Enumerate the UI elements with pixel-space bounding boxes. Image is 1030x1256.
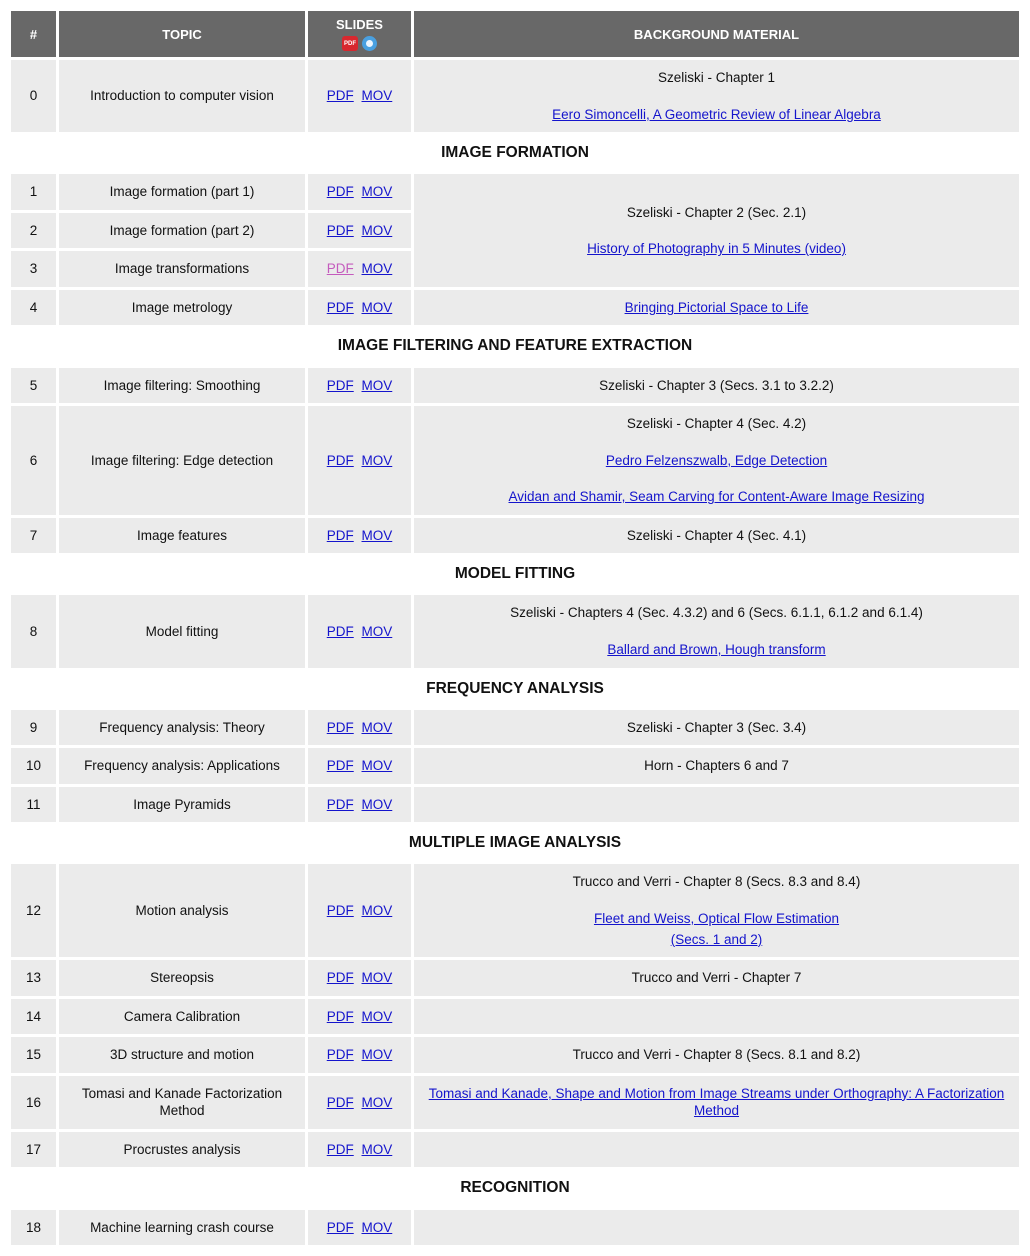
background-text: Szeliski - Chapter 3 (Sec. 3.4): [626, 719, 807, 735]
row-number: 15: [11, 1037, 56, 1073]
background-cell: [414, 864, 1019, 957]
mov-link[interactable]: MOV: [361, 1047, 393, 1063]
slides-cell: [308, 518, 411, 554]
row-number: 1: [11, 174, 56, 210]
topic-cell: 3D structure and motion: [59, 1037, 305, 1073]
topic-cell: Image Pyramids: [59, 787, 305, 823]
pdf-link[interactable]: PDF: [326, 377, 354, 393]
quicktime-icon: [362, 36, 377, 51]
course-row: [11, 174, 1019, 210]
row-number: 5: [11, 368, 56, 404]
slides-cell: [308, 60, 411, 132]
pdf-link[interactable]: PDF: [326, 758, 354, 774]
background-link[interactable]: Pedro Felzenszwalb, Edge Detection: [605, 452, 828, 468]
background-cell: [414, 518, 1019, 554]
background-cell: [414, 595, 1019, 667]
slides-cell: [308, 787, 411, 823]
background-cell: [414, 290, 1019, 326]
course-row: [11, 710, 1019, 746]
background-cell: [414, 1037, 1019, 1073]
background-text: Trucco and Verri - Chapter 7: [631, 970, 802, 986]
section-title: IMAGE FILTERING AND FEATURE EXTRACTION: [11, 328, 1019, 364]
section-title: MODEL FITTING: [11, 556, 1019, 592]
row-number: 10: [11, 748, 56, 784]
background-link[interactable]: History of Photography in 5 Minutes (video): [587, 241, 846, 257]
section-row: [11, 135, 1019, 171]
background-link[interactable]: Bringing Pictorial Space to Life: [624, 299, 809, 315]
pdf-link[interactable]: PDF: [326, 527, 354, 543]
background-text: Szeliski - Chapter 4 (Sec. 4.1): [626, 527, 807, 543]
row-number: 7: [11, 518, 56, 554]
pdf-link[interactable]: PDF: [326, 261, 354, 277]
topic-cell: Stereopsis: [59, 960, 305, 996]
table-header-row: [11, 11, 1019, 57]
topic-cell: Image filtering: Edge detection: [59, 406, 305, 515]
mov-link[interactable]: MOV: [361, 184, 393, 200]
course-row: [11, 1076, 1019, 1129]
slides-cell: [308, 251, 411, 287]
mov-link[interactable]: MOV: [361, 970, 393, 986]
pdf-link[interactable]: PDF: [326, 88, 354, 104]
row-number: 13: [11, 960, 56, 996]
background-cell: [414, 1076, 1019, 1129]
slides-cell: [308, 406, 411, 515]
slides-cell: [308, 174, 411, 210]
topic-cell: Image formation (part 2): [59, 213, 305, 249]
row-number: 4: [11, 290, 56, 326]
col-header-slides: [308, 11, 411, 57]
course-row: [11, 1132, 1019, 1168]
background-link[interactable]: Ballard and Brown, Hough transform: [607, 641, 826, 657]
pdf-link[interactable]: PDF: [326, 796, 354, 812]
pdf-link[interactable]: PDF: [326, 970, 354, 986]
background-cell: [414, 368, 1019, 404]
slides-cell: [308, 1210, 411, 1246]
mov-link[interactable]: MOV: [361, 903, 393, 918]
background-cell: [414, 960, 1019, 996]
background-text: Trucco and Verri - Chapter 8 (Secs. 8.1 and 8.2): [572, 1047, 861, 1063]
section-title: MULTIPLE IMAGE ANALYSIS: [11, 825, 1019, 861]
slides-cell: [308, 1132, 411, 1168]
topic-cell: Image metrology: [59, 290, 305, 326]
course-row: [11, 406, 1019, 515]
background-link[interactable]: Avidan and Shamir, Seam Carving for Content-Aware Image Resizing: [508, 489, 925, 505]
row-number: 11: [11, 787, 56, 823]
course-row: [11, 60, 1019, 132]
section-row: [11, 825, 1019, 861]
row-number: 2: [11, 213, 56, 249]
slides-cell: [308, 1076, 411, 1129]
topic-cell: Image transformations: [59, 251, 305, 287]
topic-cell: Procrustes analysis: [59, 1132, 305, 1168]
pdf-link[interactable]: PDF: [326, 903, 354, 918]
background-text: Szeliski - Chapter 3 (Secs. 3.1 to 3.2.2): [599, 377, 834, 393]
row-number: 14: [11, 999, 56, 1035]
mov-link[interactable]: MOV: [361, 452, 393, 468]
course-row: [11, 368, 1019, 404]
background-link[interactable]: Eero Simoncelli, A Geometric Review of Linear Algebra: [552, 106, 881, 122]
slides-cell: [308, 960, 411, 996]
background-cell: [414, 60, 1019, 132]
topic-cell: Model fitting: [59, 595, 305, 667]
pdf-link[interactable]: PDF: [326, 184, 354, 200]
background-text: Trucco and Verri - Chapter 8 (Secs. 8.3 and 8.4): [572, 874, 861, 890]
course-row: [11, 1037, 1019, 1073]
mov-link[interactable]: MOV: [361, 1141, 393, 1157]
background-cell: [414, 1210, 1019, 1246]
background-cell: [414, 1132, 1019, 1168]
course-row: [11, 787, 1019, 823]
background-text: Szeliski - Chapter 2 (Sec. 2.1): [626, 204, 807, 220]
background-link[interactable]: Tomasi and Kanade, Shape and Motion from Image Streams under Orthography: A Factorization Method: [428, 1085, 1005, 1119]
section-row: [11, 1170, 1019, 1206]
slides-cell: [308, 710, 411, 746]
background-cell: [414, 174, 1019, 287]
row-number: 18: [11, 1210, 56, 1246]
background-text: Szeliski - Chapters 4 (Sec. 4.3.2) and 6 (Secs. 6.1.1, 6.1.2 and 6.1.4): [510, 605, 923, 621]
slides-cell: [308, 595, 411, 667]
slides-cell: [308, 999, 411, 1035]
mov-link[interactable]: MOV: [361, 377, 393, 393]
row-number: 9: [11, 710, 56, 746]
mov-link[interactable]: MOV: [361, 88, 393, 104]
slides-cell: [308, 864, 411, 957]
background-link[interactable]: (Secs. 1 and 2): [670, 931, 763, 947]
course-row: [11, 1210, 1019, 1246]
course-row: [11, 748, 1019, 784]
section-title: RECOGNITION: [11, 1170, 1019, 1206]
section-row: [11, 671, 1019, 707]
course-schedule-table: [8, 8, 1022, 1248]
background-text: Szeliski - Chapter 4 (Sec. 4.2): [626, 416, 807, 432]
course-row: [11, 595, 1019, 667]
pdf-link[interactable]: PDF: [326, 452, 354, 468]
course-row: [11, 290, 1019, 326]
topic-cell: Motion analysis: [59, 864, 305, 957]
pdf-link[interactable]: PDF: [326, 299, 354, 315]
background-text: Szeliski - Chapter 1: [657, 70, 776, 85]
pdf-link[interactable]: PDF: [326, 1047, 354, 1063]
slides-cell: [308, 290, 411, 326]
course-row: [11, 960, 1019, 996]
row-number: 3: [11, 251, 56, 287]
section-title: IMAGE FORMATION: [11, 135, 1019, 171]
background-text: Horn - Chapters 6 and 7: [644, 758, 789, 774]
slides-header-icons: [312, 36, 407, 51]
row-number: 17: [11, 1132, 56, 1168]
mov-link[interactable]: MOV: [361, 527, 393, 543]
topic-cell: Frequency analysis: Theory: [59, 710, 305, 746]
slides-cell: [308, 748, 411, 784]
pdf-link[interactable]: PDF: [326, 1094, 354, 1110]
topic-cell: Frequency analysis: Applications: [59, 748, 305, 784]
mov-link[interactable]: MOV: [361, 719, 393, 735]
slides-cell: [308, 368, 411, 404]
topic-cell: Machine learning crash course: [59, 1210, 305, 1246]
mov-link[interactable]: MOV: [361, 1094, 393, 1110]
mov-link[interactable]: MOV: [361, 222, 393, 238]
pdf-link[interactable]: PDF: [326, 1008, 354, 1024]
col-header-number: #: [11, 11, 56, 57]
mov-link[interactable]: MOV: [361, 758, 393, 774]
slides-cell: [308, 213, 411, 249]
pdf-link[interactable]: PDF: [326, 1141, 354, 1157]
mov-link[interactable]: MOV: [361, 299, 393, 315]
col-header-background: BACKGROUND MATERIAL: [414, 11, 1019, 57]
mov-link[interactable]: MOV: [361, 1219, 393, 1235]
pdf-icon: PDF: [342, 36, 358, 51]
topic-cell: Image filtering: Smoothing: [59, 368, 305, 404]
pdf-link[interactable]: PDF: [326, 623, 354, 639]
background-link[interactable]: Fleet and Weiss, Optical Flow Estimation: [593, 911, 840, 926]
mov-link[interactable]: MOV: [361, 796, 393, 812]
course-row: [11, 999, 1019, 1035]
row-number: 12: [11, 864, 56, 957]
slides-header-label: SLIDES: [336, 17, 383, 32]
topic-cell: Image formation (part 1): [59, 174, 305, 210]
row-number: 6: [11, 406, 56, 515]
col-header-topic: TOPIC: [59, 11, 305, 57]
row-number: 0: [11, 60, 56, 132]
course-table-body: [11, 60, 1019, 1245]
course-row: [11, 864, 1019, 957]
section-title: FREQUENCY ANALYSIS: [11, 671, 1019, 707]
section-row: [11, 328, 1019, 364]
mov-link[interactable]: MOV: [361, 1008, 393, 1024]
topic-cell: Image features: [59, 518, 305, 554]
course-row: [11, 518, 1019, 554]
slides-cell: [308, 1037, 411, 1073]
background-cell: [414, 787, 1019, 823]
topic-cell: Camera Calibration: [59, 999, 305, 1035]
topic-cell: Introduction to computer vision: [59, 60, 305, 132]
background-cell: [414, 710, 1019, 746]
row-number: 8: [11, 595, 56, 667]
mov-link[interactable]: MOV: [361, 261, 393, 277]
pdf-link[interactable]: PDF: [326, 222, 354, 238]
background-cell: [414, 406, 1019, 515]
pdf-link[interactable]: PDF: [326, 1219, 354, 1235]
row-number: 16: [11, 1076, 56, 1129]
mov-link[interactable]: MOV: [361, 623, 393, 639]
topic-cell: Tomasi and Kanade Factorization Method: [59, 1076, 305, 1129]
pdf-link[interactable]: PDF: [326, 719, 354, 735]
background-cell: [414, 999, 1019, 1035]
section-row: [11, 556, 1019, 592]
background-cell: [414, 748, 1019, 784]
